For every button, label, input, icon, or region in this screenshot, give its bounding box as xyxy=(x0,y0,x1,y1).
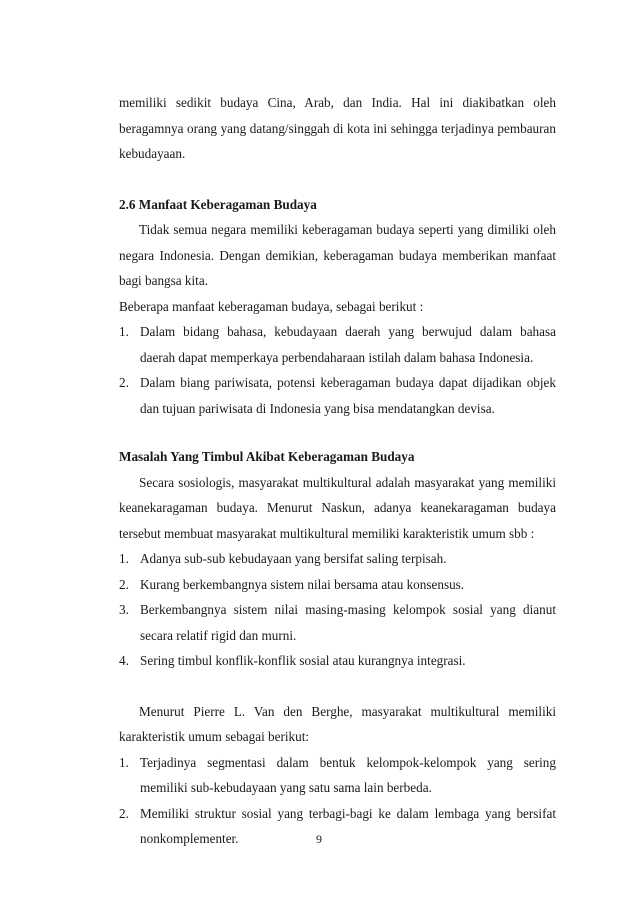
manfaat-paragraph: Tidak semua negara memiliki keberagaman budaya seperti yang dimiliki oleh negara Indonesia. Dengan demikian, keberagaman budaya memberikan manfaat bagi bangsa kita. xyxy=(119,222,556,288)
masalah-paragraph: Secara sosiologis, masyarakat multikultural adalah masyarakat yang memiliki keanekaragaman budaya. Menurut Naskun, adanya keanekaragaman budaya tersebut membuat masyarakat multikultural memiliki karakteristik umum sbb : xyxy=(119,474,556,541)
list-item-text: Memiliki struktur sosial yang terbagi-bagi ke dalam lembaga yang bersifat nonkomplementer. xyxy=(140,805,556,846)
masalah-list xyxy=(119,546,556,674)
list-number: 2. xyxy=(119,576,129,592)
list-item xyxy=(119,572,556,598)
list-item-text: Berkembangnya sistem nilai masing-masing kelompok sosial yang dianut secara relatif rigid dan murni. xyxy=(140,602,556,643)
list-item-text: Adanya sub-sub kebudayaan yang bersifat saling terpisah. xyxy=(140,551,447,566)
list-number: 2. xyxy=(119,805,129,821)
list-number: 1. xyxy=(119,324,129,339)
list-number: 1. xyxy=(119,754,129,770)
intro-paragraph: memiliki sedikit budaya Cina, Arab, dan India. Hal ini diakibatkan oleh beragamnya orang yang datang/singgah di kota ini sehingga terjadinya pembauran kebudayaan. xyxy=(119,95,556,161)
list-number: 3. xyxy=(119,602,129,617)
manfaat-list xyxy=(119,319,556,421)
list-number: 2. xyxy=(119,375,129,390)
list-item xyxy=(119,750,556,801)
page-number: 9 xyxy=(316,832,322,846)
berghe-paragraph: Menurut Pierre L. Van den Berghe, masyarakat multikultural memiliki karakteristik umum sebagai berikut: xyxy=(119,703,556,744)
list-item xyxy=(119,546,556,572)
section-heading-masalah: Masalah Yang Timbul Akibat Keberagaman Budaya xyxy=(119,449,415,464)
list-item-text: Terjadinya segmentasi dalam bentuk kelompok-kelompok yang sering memiliki sub-kebudayaan yang satu sama lain berbeda. xyxy=(140,754,556,795)
list-item-text: Dalam biang pariwisata, potensi keberagaman budaya dapat dijadikan objek dan tujuan pariwisata di Indonesia yang bisa mendatangkan devisa. xyxy=(140,375,556,416)
list-item-text: Dalam bidang bahasa, kebudayaan daerah yang berwujud dalam bahasa daerah dapat memperkaya perbendaharaan istilah dalam bahasa Indonesia. xyxy=(140,324,556,365)
page-content xyxy=(119,90,556,852)
list-item-text: Kurang berkembangnya sistem nilai bersama atau konsensus. xyxy=(140,576,465,592)
list-item xyxy=(119,597,556,648)
list-item-text: Sering timbul konflik-konflik sosial atau kurangnya integrasi. xyxy=(140,653,466,668)
section-heading-manfaat: 2.6 Manfaat Keberagaman Budaya xyxy=(119,196,317,212)
list-item xyxy=(119,319,556,370)
list-item xyxy=(119,648,556,674)
list-number: 1. xyxy=(119,551,129,566)
list-item xyxy=(119,370,556,421)
list-number: 4. xyxy=(119,653,129,668)
manfaat-lead: Beberapa manfaat keberagaman budaya, sebagai berikut : xyxy=(119,298,424,314)
